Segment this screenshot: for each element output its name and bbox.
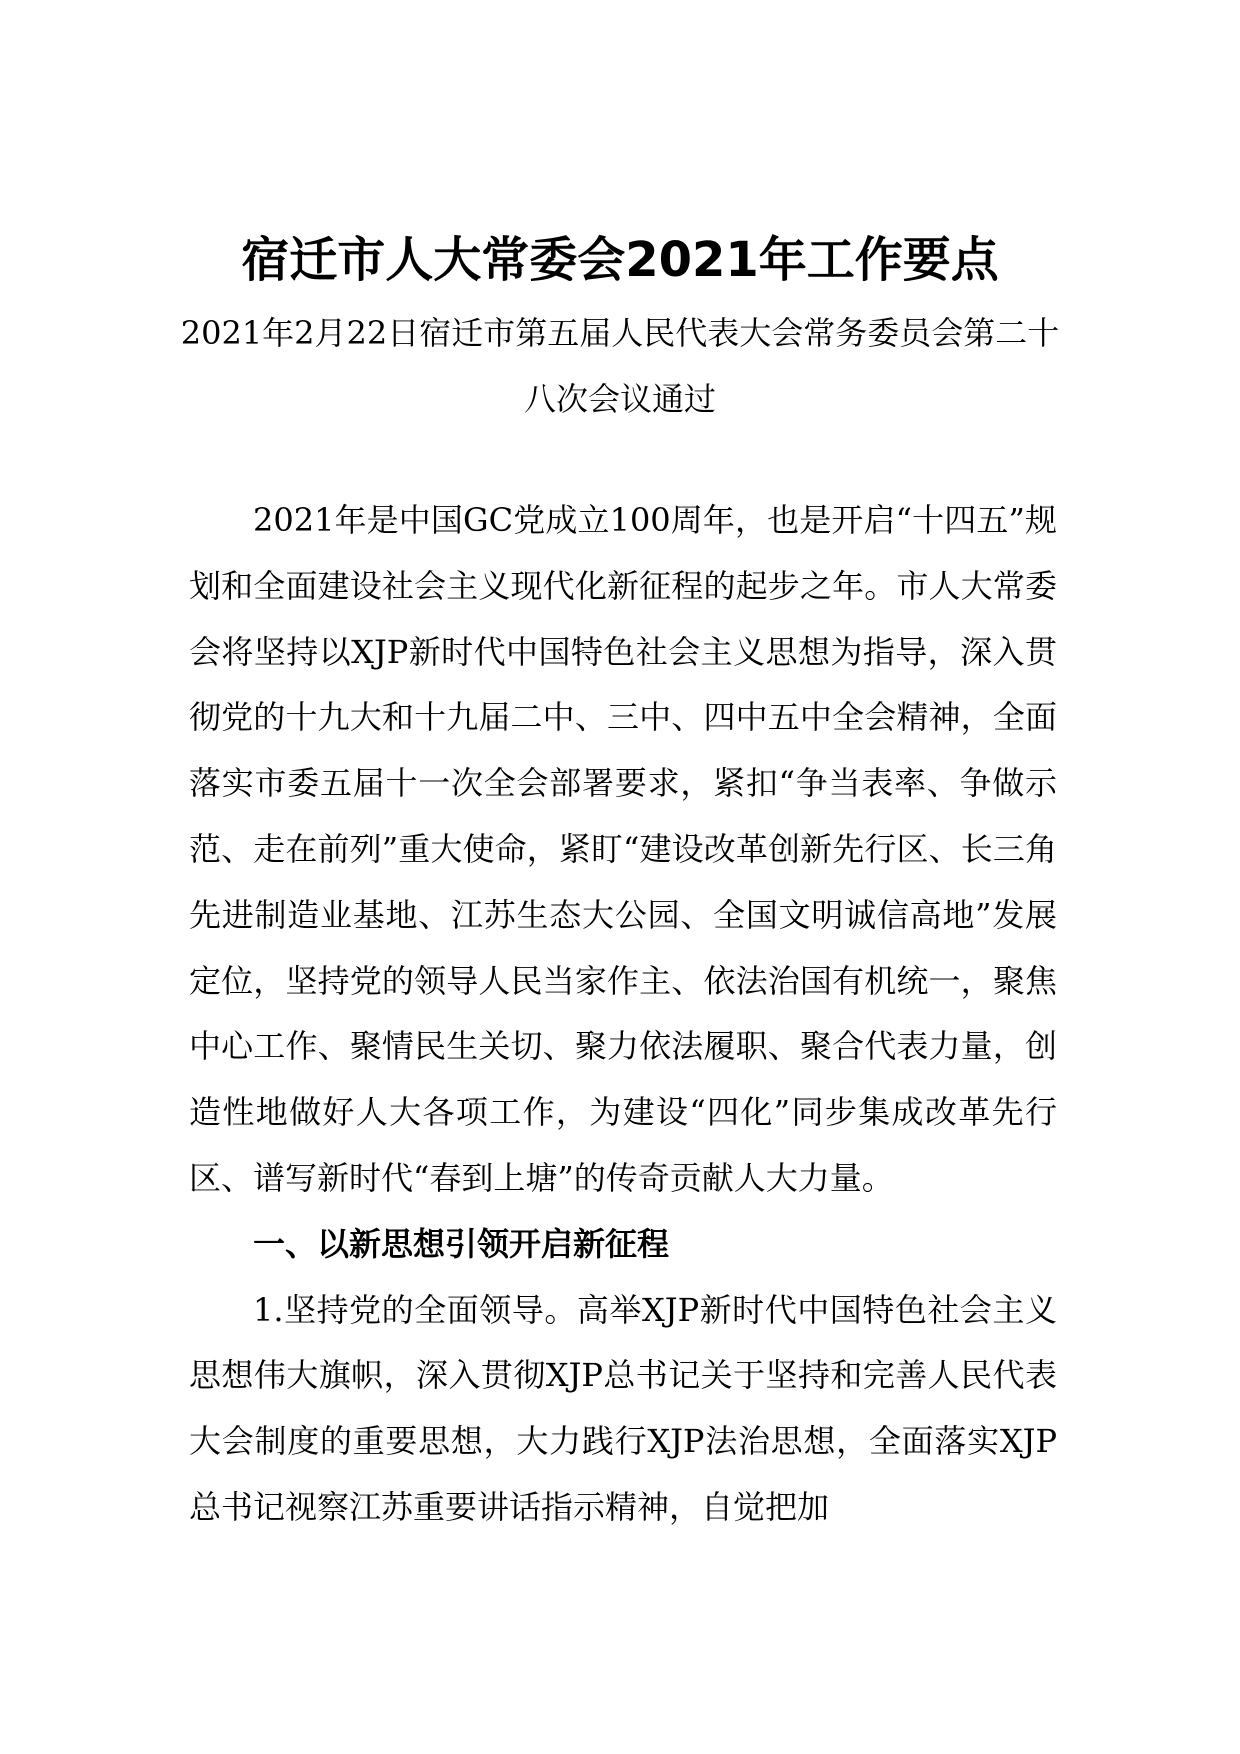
document-subtitle: 2021年2月22日宿迁市第五届人民代表大会常务委员会第二十八次会议通过 xyxy=(180,314,1060,418)
document-title: 宿迁市人大常委会2021年工作要点 xyxy=(241,232,999,288)
section-paragraph: 1.坚持党的全面领导。高举XJP新时代中国特色社会主义思想伟大旗帜，深入贯彻XJP总书记关于坚持和完善人民代表大会制度的重要思想，大力践行XJP法治思想，全面落实XJP总书记视察江苏重要讲话指示精神，自觉把加 xyxy=(189,1290,1057,1526)
section-heading: 一、以新思想引领开启新征程 xyxy=(253,1224,670,1263)
intro-paragraph: 2021年是中国GC党成立100周年，也是开启“十四五”规划和全面建设社会主义现代化新征程的起步之年。市人大常委会将坚持以XJP新时代中国特色社会主义思想为指导，深入贯彻党的十九大和十九届二中、三中、四中五中全会精神，全面落实市委五届十一次全会部署要求，紧扣“争当表率、争做示范、走在前列”重大使命，紧盯“建设改革创新先行区、长三角先进制造业基地、江苏生态大公园、全国文明诚信高地”发展定位，坚持党的领导人民当家作主、依法治国有机统一，聚焦中心工作、聚情民生关切、聚力依法履职、聚合代表力量，创造性地做好人大各项工作，为建设“四化”同步集成改革先行区、谱写新时代“春到上塘”的传奇贡献人大力量。 xyxy=(189,501,1057,1197)
document-body xyxy=(189,488,1057,1541)
